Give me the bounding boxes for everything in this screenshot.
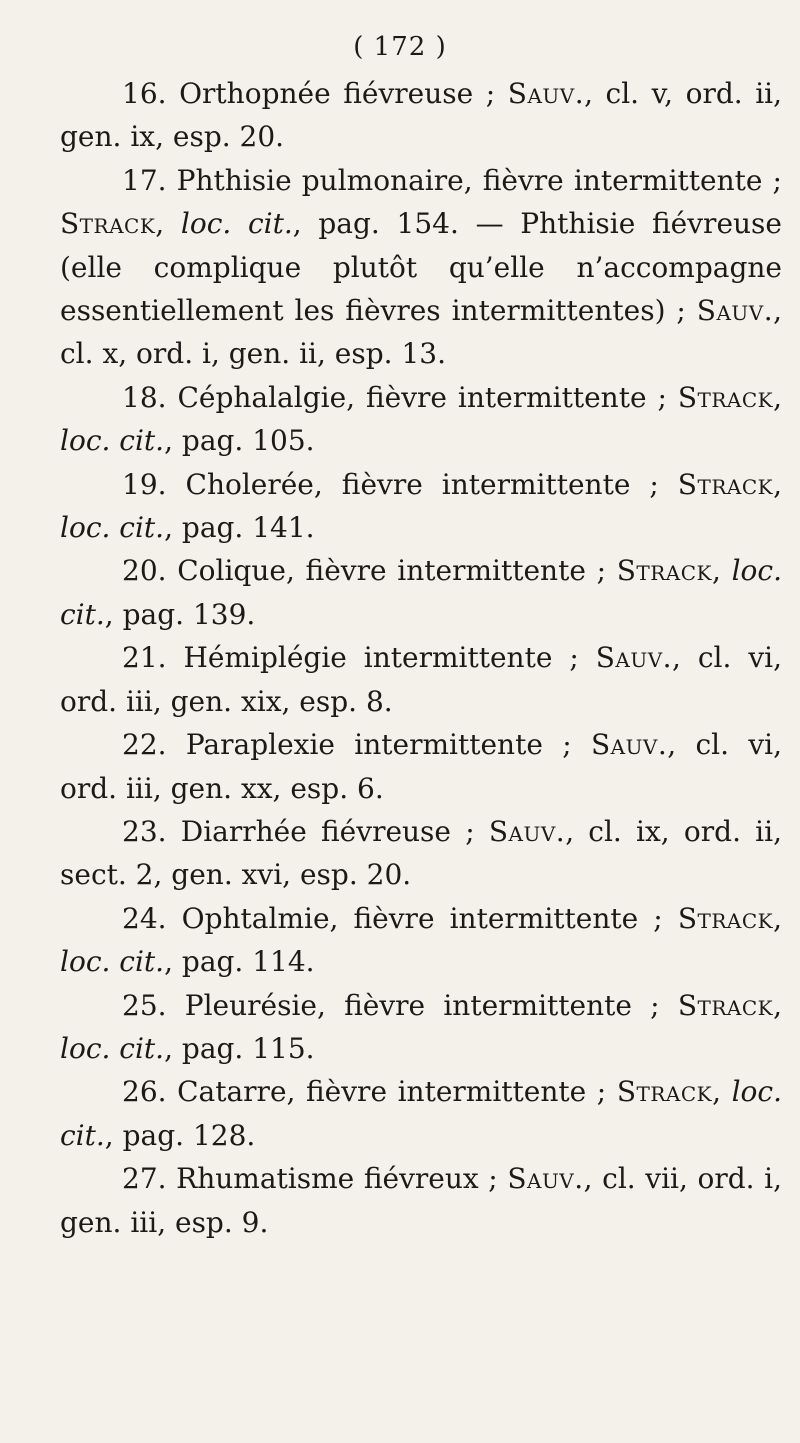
list-item <box>60 72 782 159</box>
entry-number: 26. <box>122 1075 167 1109</box>
entry-list <box>60 72 782 1244</box>
entry-author: Strack <box>60 207 156 241</box>
list-item: 24. Ophtalmie, fièvre intermittente ; Strack, loc. cit., pag. 114. <box>60 901 783 979</box>
entry-reference-secondary: , cl. x, ord. i, gen. ii, esp. 13. <box>60 294 782 371</box>
entry-reference: , pag. 139. <box>104 597 256 631</box>
entry-title: Phthisie pulmonaire, fièvre intermittente ; <box>176 163 782 197</box>
entry-reference: , pag. 115. <box>164 1031 315 1065</box>
entry-author: Sauv. <box>590 728 668 762</box>
entry-reference: , cl. v, ord. ii, gen. ix, esp. 20. <box>60 77 783 154</box>
entry-title: Paraplexie intermittente ; <box>185 728 572 762</box>
entry-reference: , cl. ix, ord. ii, sect. 2, gen. xvi, esp. 20. <box>60 814 782 892</box>
entry-number: 17. <box>122 163 167 197</box>
list-item: 19. Cholerée, fièvre intermittente ; Strack, loc. cit., pag. 141. <box>60 467 782 545</box>
list-item <box>60 1157 782 1244</box>
entry-title: Rhumatisme fiévreux ; <box>176 1162 498 1196</box>
entry-author: Sauv. <box>595 641 673 675</box>
entry-title: Diarrhée fiévreuse ; <box>180 814 475 848</box>
entry-title: Cholerée, fièvre intermittente ; <box>185 467 659 501</box>
entry-author: Sauv. <box>507 1162 584 1196</box>
list-item <box>60 810 782 897</box>
entry-author: Strack <box>677 467 774 501</box>
entry-loc-cit: loc. cit. <box>60 424 165 458</box>
page-number: ( 172 ) <box>353 32 447 62</box>
entry-loc-cit: loc. cit. <box>60 1031 165 1065</box>
entry-title: Orthopnée fiévreuse ; <box>179 77 496 110</box>
entry-author: Sauv. <box>507 77 585 110</box>
entry-loc-cit: loc. cit. <box>60 554 782 631</box>
entry-number: 24. <box>122 901 167 935</box>
entry-author: Strack <box>616 1075 713 1109</box>
entry-reference: , pag. 128. <box>104 1118 256 1152</box>
entry-author: Sauv. <box>488 814 566 848</box>
entry-number: 22. <box>122 728 167 762</box>
entry-reference: , pag. 114. <box>164 945 315 979</box>
entry-author: Strack <box>677 380 774 414</box>
entry-reference: , pag. 154. — Phthisie fiévreuse (elle complique plutôt qu’elle n’accompagne essentiellement les fièvres intermittentes) ; <box>60 207 782 328</box>
entry-reference: , cl. vii, ord. i, gen. iii, esp. 9. <box>60 1162 783 1239</box>
entry-loc-cit: loc. cit. <box>180 207 293 241</box>
entry-loc-cit: loc. cit. <box>60 1075 782 1152</box>
entry-title: Céphalalgie, fièvre intermittente ; <box>177 380 667 414</box>
list-item: 20. Colique, fièvre intermittente ; Strack, loc. cit., pag. 139. <box>60 554 782 631</box>
entry-author: Strack <box>677 901 774 935</box>
list-item <box>60 636 782 723</box>
list-item: 26. Catarre, fièvre intermittente ; Strack, loc. cit., pag. 128. <box>60 1075 782 1152</box>
entry-number: 27. <box>122 1162 167 1196</box>
entry-author: Strack <box>677 988 774 1022</box>
entry-title: Pleurésie, fièvre intermittente ; <box>184 988 660 1022</box>
entry-number: 16. <box>122 77 167 110</box>
entry-number: 18. <box>122 380 167 414</box>
entry-loc-cit: loc. cit. <box>60 511 165 545</box>
entry-number: 19. <box>122 467 167 501</box>
entry-title: Colique, fièvre intermittente ; <box>177 554 607 588</box>
list-item: 25. Pleurésie, fièvre intermittente ; Strack, loc. cit., pag. 115. <box>60 988 783 1065</box>
entry-number: 20. <box>122 554 167 588</box>
entry-title: Hémiplégie intermittente ; <box>183 641 579 675</box>
entry-title: Ophtalmie, fièvre intermittente ; <box>181 901 663 935</box>
entry-reference: , pag. 105. <box>164 424 315 458</box>
entry-number: 23. <box>122 814 167 848</box>
list-item: 18. Céphalalgie, fièvre intermittente ; Strack, loc. cit., pag. 105. <box>60 380 782 458</box>
entry-loc-cit: loc. cit. <box>60 945 165 979</box>
entry-title: Catarre, fièvre intermittente ; <box>177 1075 607 1109</box>
list-item: 17. Phthisie pulmonaire, fièvre intermittente ; Strack, loc. cit., pag. 154. — Phthisie fiévreuse (elle complique plutôt qu’elle n’accompagne essentiellement les fièvres intermittentes) ; Sauv., cl. x, ord. i, gen. ii, esp. 13. <box>60 163 782 371</box>
list-item <box>60 723 782 810</box>
entry-author: Strack <box>616 554 712 588</box>
entry-author-secondary: Sauv. <box>696 294 774 328</box>
entry-reference: , cl. vi, ord. iii, gen. xix, esp. 8. <box>60 641 783 718</box>
entry-number: 25. <box>122 988 167 1022</box>
entry-number: 21. <box>122 641 167 675</box>
entry-reference: , cl. vi, ord. iii, gen. xx, esp. 6. <box>60 728 783 805</box>
entry-reference: , pag. 141. <box>164 511 315 545</box>
